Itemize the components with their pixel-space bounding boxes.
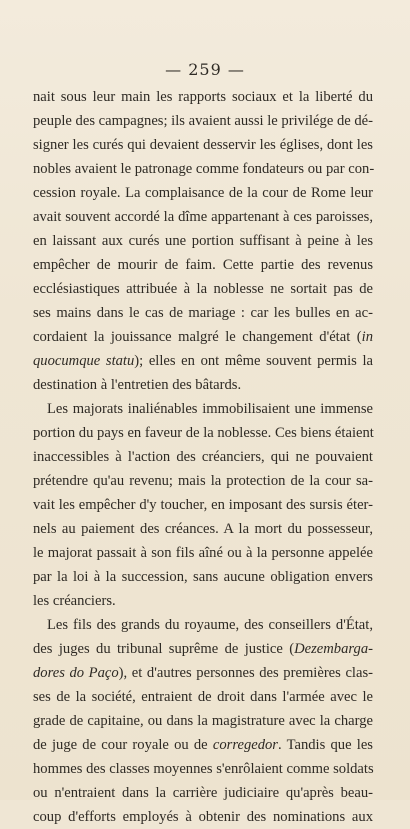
italic-phrase: Dezembarga- <box>294 641 373 657</box>
text-line-content: destination à l'entretien des bâtards. <box>33 377 242 393</box>
text-line-content: ecclésiastiques attribuée à la noblesse ne sortait pas de <box>33 281 373 297</box>
italic-phrase: corregedor <box>212 737 278 753</box>
text-line <box>33 85 373 109</box>
text-line <box>33 541 373 565</box>
text-line-content: prétendre qu'au revenu; mais la protection de la cour sa- <box>33 473 373 489</box>
text-line <box>33 613 373 637</box>
text-line-content: en laissant aux curés une portion suffisant à peine à les <box>33 233 373 249</box>
text-line <box>33 757 373 781</box>
text-line <box>33 397 373 421</box>
text-line <box>33 301 373 325</box>
text-line <box>33 253 373 277</box>
text-line <box>33 373 373 397</box>
text-line <box>33 349 373 373</box>
text-line-content: Les majorats inaliénables immobilisaient une immense <box>47 401 373 417</box>
body-text <box>33 85 373 829</box>
text-line-content: Les fils des grands du royaume, des conseillers d'État, <box>47 617 373 633</box>
text-line-content: peuple des campagnes; ils avaient aussi le privilége de dé- <box>33 113 373 129</box>
text-line-content: signer les curés qui devaient desservir les églises, dont les <box>33 137 373 153</box>
page-number: — 259 — <box>165 60 245 79</box>
text-line <box>33 445 373 469</box>
text-line-content: nobles avaient le patronage comme fondateurs ou par con- <box>33 161 375 177</box>
italic-phrase: quocumque statu <box>33 353 135 369</box>
italic-phrase: dores do Paço <box>33 665 119 681</box>
text-line-content: empêcher de mourir de faim. Cette partie des revenus <box>33 257 373 273</box>
text-line <box>33 109 373 133</box>
text-line <box>33 325 373 349</box>
text-line-content: hommes des classes moyennes s'enrôlaient comme soldats <box>33 761 374 777</box>
text-line <box>33 493 373 517</box>
text-line <box>33 733 373 757</box>
text-line <box>33 589 373 613</box>
text-line-content: cession royale. La complaisance de la cour de Rome leur <box>33 185 373 201</box>
text-line-tail: ), et d'autres personnes des premières clas- <box>118 665 373 681</box>
text-line <box>33 517 373 541</box>
text-line-content: coup d'efforts employés à obtenir des nominations aux <box>33 809 373 825</box>
text-line-content: vait les empêcher d'y toucher, en imposant des sursis éter- <box>33 497 373 513</box>
text-line <box>33 685 373 709</box>
text-line <box>33 421 373 445</box>
text-line-content: nels au paiement des créances. A la mort du possesseur, <box>33 521 373 537</box>
text-line-content: nait sous leur main les rapports sociaux et la liberté du <box>33 89 373 105</box>
text-line-content: ses mains dans le cas de mariage : car les bulles en ac- <box>33 305 373 321</box>
text-line-content: les créanciers. <box>33 593 116 609</box>
text-line-content: portion du pays en faveur de la noblesse. Ces biens étaient <box>33 425 374 441</box>
text-line <box>33 709 373 733</box>
text-line <box>33 133 373 157</box>
text-line-content: ou n'entraient dans la carrière judiciaire qu'après beau- <box>33 785 373 801</box>
text-line-content: grade de capitaine, ou dans la magistrature avec la charge <box>33 713 373 729</box>
text-line <box>33 157 373 181</box>
text-line-content: ses de la société, entraient de droit dans l'armée avec le <box>33 689 373 705</box>
text-line <box>33 181 373 205</box>
text-line <box>33 205 373 229</box>
text-line <box>33 229 373 253</box>
text-line <box>33 637 373 661</box>
text-line-content: inaccessibles à l'action des créanciers, qui ne pouvaient <box>33 449 373 465</box>
text-line-tail: . Tandis que les <box>278 737 373 753</box>
text-line-tail: ); elles en ont même souvent permis la <box>134 353 373 369</box>
text-line <box>33 805 373 829</box>
italic-phrase: in <box>361 329 373 345</box>
text-line-content: de juge de cour royale ou de <box>33 737 213 753</box>
text-line-content: le majorat passait à son fils aîné ou à la personne appelée <box>33 545 373 561</box>
text-line <box>33 469 373 493</box>
text-line <box>33 565 373 589</box>
text-line <box>33 781 373 805</box>
text-line-content: avait souvent accordé la dîme appartenant à ces paroisses, <box>33 209 373 225</box>
text-line-content: par la loi à la succession, sans aucune obligation envers <box>33 569 373 585</box>
text-line <box>33 277 373 301</box>
text-line-content: cordaient la jouissance malgré le changement d'état ( <box>33 329 362 345</box>
text-line <box>33 661 373 685</box>
text-line-content: des juges du tribunal suprême de justice ( <box>33 641 295 657</box>
